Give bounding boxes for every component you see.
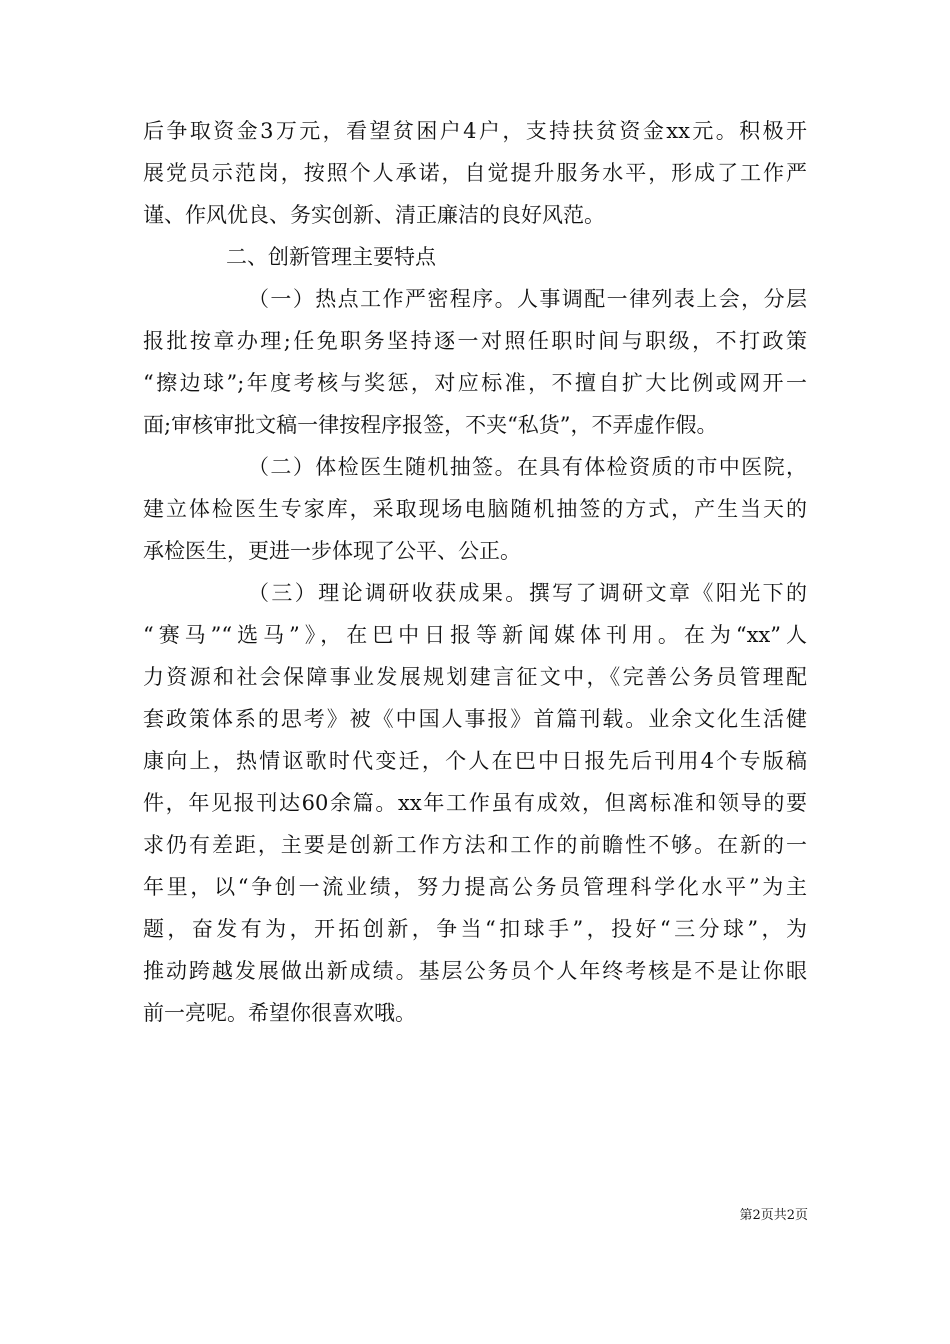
body-text-line: 力资源和社会保障事业发展规划建言征文中，《完善公务员管理配 — [143, 665, 807, 689]
body-text-line: 前一亮呢。希望你很喜欢哦。 — [143, 1001, 416, 1025]
body-text-line: （一）热点工作严密程序。人事调配一律列表上会，分层 — [248, 287, 807, 311]
section-heading: 二、创新管理主要特点 — [226, 245, 436, 269]
body-text-line: 承检医生，更进一步体现了公平、公正。 — [143, 539, 521, 563]
body-text-line: 套政策体系的思考》被《中国人事报》首篇刊载。业余文化生活健 — [143, 707, 807, 731]
body-text-line: 后争取资金3万元，看望贫困户4户，支持扶贫资金xx元。积极开 — [143, 119, 807, 143]
body-text-line: 求仍有差距，主要是创新工作方法和工作的前瞻性不够。在新的一 — [143, 833, 807, 857]
body-text-line: 题，奋发有为，开拓创新，争当“扣球手”，投好“三分球”，为 — [143, 917, 807, 941]
body-text-line: 件，年见报刊达60余篇。xx年工作虽有成效，但离标准和领导的要 — [143, 791, 807, 815]
body-text-line: 康向上，热情讴歌时代变迁，个人在巴中日报先后刊用4个专版稿 — [143, 749, 807, 773]
page-number-footer: 第2页共2页 — [739, 1208, 808, 1223]
body-text-line: 年里，以“争创一流业绩，努力提高公务员管理科学化水平”为主 — [143, 875, 807, 899]
body-text-line: （三）理论调研收获成果。撰写了调研文章《阳光下的 — [248, 581, 807, 605]
body-text-line: 报批按章办理;任免职务坚持逐一对照任职时间与职级，不打政策 — [143, 329, 807, 353]
body-text-line: 面;审核审批文稿一律按程序报签，不夹“私货”，不弄虚作假。 — [143, 413, 718, 437]
body-text-line: 推动跨越发展做出新成绩。基层公务员个人年终考核是不是让你眼 — [143, 959, 807, 983]
body-text-line: “擦边球”;年度考核与奖惩，对应标准，不擅自扩大比例或网开一 — [143, 371, 807, 395]
body-text-line: 展党员示范岗，按照个人承诺，自觉提升服务水平，形成了工作严 — [143, 161, 807, 185]
body-text-line: 谨、作风优良、务实创新、清正廉洁的良好风范。 — [143, 203, 605, 227]
body-text-line: 建立体检医生专家库，采取现场电脑随机抽签的方式，产生当天的 — [143, 497, 807, 521]
body-text-line: （二）体检医生随机抽签。在具有体检资质的市中医院， — [248, 455, 807, 479]
body-text-line: “赛马”“选马”》，在巴中日报等新闻媒体刊用。在为“xx”人 — [143, 623, 807, 647]
